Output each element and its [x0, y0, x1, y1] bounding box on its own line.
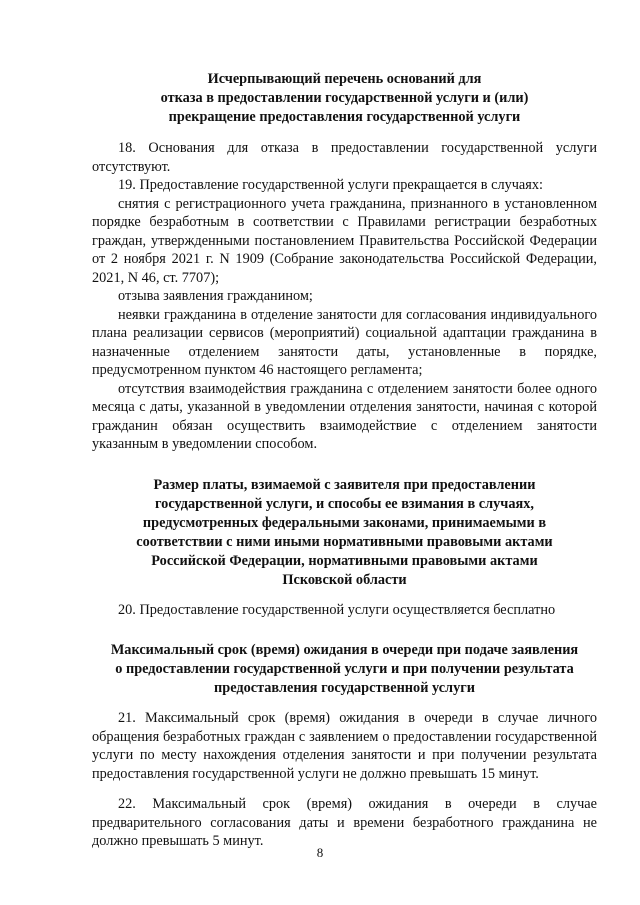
heading-line: Российской Федерации, нормативными правовыми актами [151, 552, 538, 569]
section-heading-refusal-grounds [92, 70, 597, 127]
section-heading-fee [92, 476, 597, 590]
heading-line: отказа в предоставлении государственной услуги и (или) [160, 90, 529, 106]
case-deregistration: снятия с регистрационного учета гражданина, признанного в установленном порядке безработным в соответствии с Правилами регистрации безработных граждан, утвержденными постановлением Правительства Российской Федерации от 2 ноября 2021 г. N 1909 (Собрание законодательства Российской Федерации, 2021, N 46, ст. 7707); [92, 195, 597, 286]
paragraph-18: 18. Основания для отказа в предоставлении государственной услуги отсутствуют. [92, 140, 597, 175]
case-no-interaction: отсутствия взаимодействия гражданина с отделением занятости более одного месяца с даты, указанной в уведомлении отделения занятости, начиная с которой гражданин обязан осуществить взаимодействие с отделением занятости указанным в уведомлении способом. [92, 380, 597, 452]
document-page [92, 70, 597, 851]
heading-line: соответствии с ними иными нормативными правовыми актами [136, 533, 553, 550]
paragraph-21: 21. Максимальный срок (время) ожидания в очереди в случае личного обращения безработных граждан с заявлением о предоставлении государственной услуги по месту нахождения отделения занятости и при получении результата предоставления государственной услуги не должно превышать 15 минут. [92, 710, 597, 782]
heading-line: Псковской области [282, 571, 407, 588]
heading-line: прекращение предоставления государственной услуги [168, 109, 521, 125]
page-number: 8 [316, 845, 324, 860]
heading-line: о предоставлении государственной услуги и при получении результата [115, 661, 574, 677]
heading-line: предусмотренных федеральными законами, принимаемыми в [142, 514, 547, 531]
heading-line: Исчерпывающий перечень оснований для [207, 71, 482, 87]
heading-line: Размер платы, взимаемой с заявителя при предоставлении [153, 476, 536, 493]
paragraph-19: 19. Предоставление государственной услуги прекращается в случаях: [118, 177, 543, 193]
section-heading-queue-time [92, 641, 597, 698]
heading-line: Максимальный срок (время) ожидания в очереди при подаче заявления [110, 642, 579, 658]
heading-line: государственной услуги, и способы ее взимания в случаях, [155, 495, 534, 512]
case-no-show: неявки гражданина в отделение занятости для согласования индивидуального плана реализации сервисов (мероприятий) социальной адаптации гражданина в назначенные отделением занятости даты, установленные в порядке, предусмотренном пунктом 46 настоящего регламента; [92, 306, 597, 378]
paragraph-22: 22. Максимальный срок (время) ожидания в очереди в случае предварительного согласования даты и времени безработного гражданина не должно превышать 5 минут. [92, 796, 597, 849]
case-withdrawal: отзыва заявления гражданином; [118, 288, 313, 304]
heading-line: предоставления государственной услуги [214, 680, 475, 696]
paragraph-20: 20. Предоставление государственной услуги осуществляется бесплатно [118, 601, 556, 618]
